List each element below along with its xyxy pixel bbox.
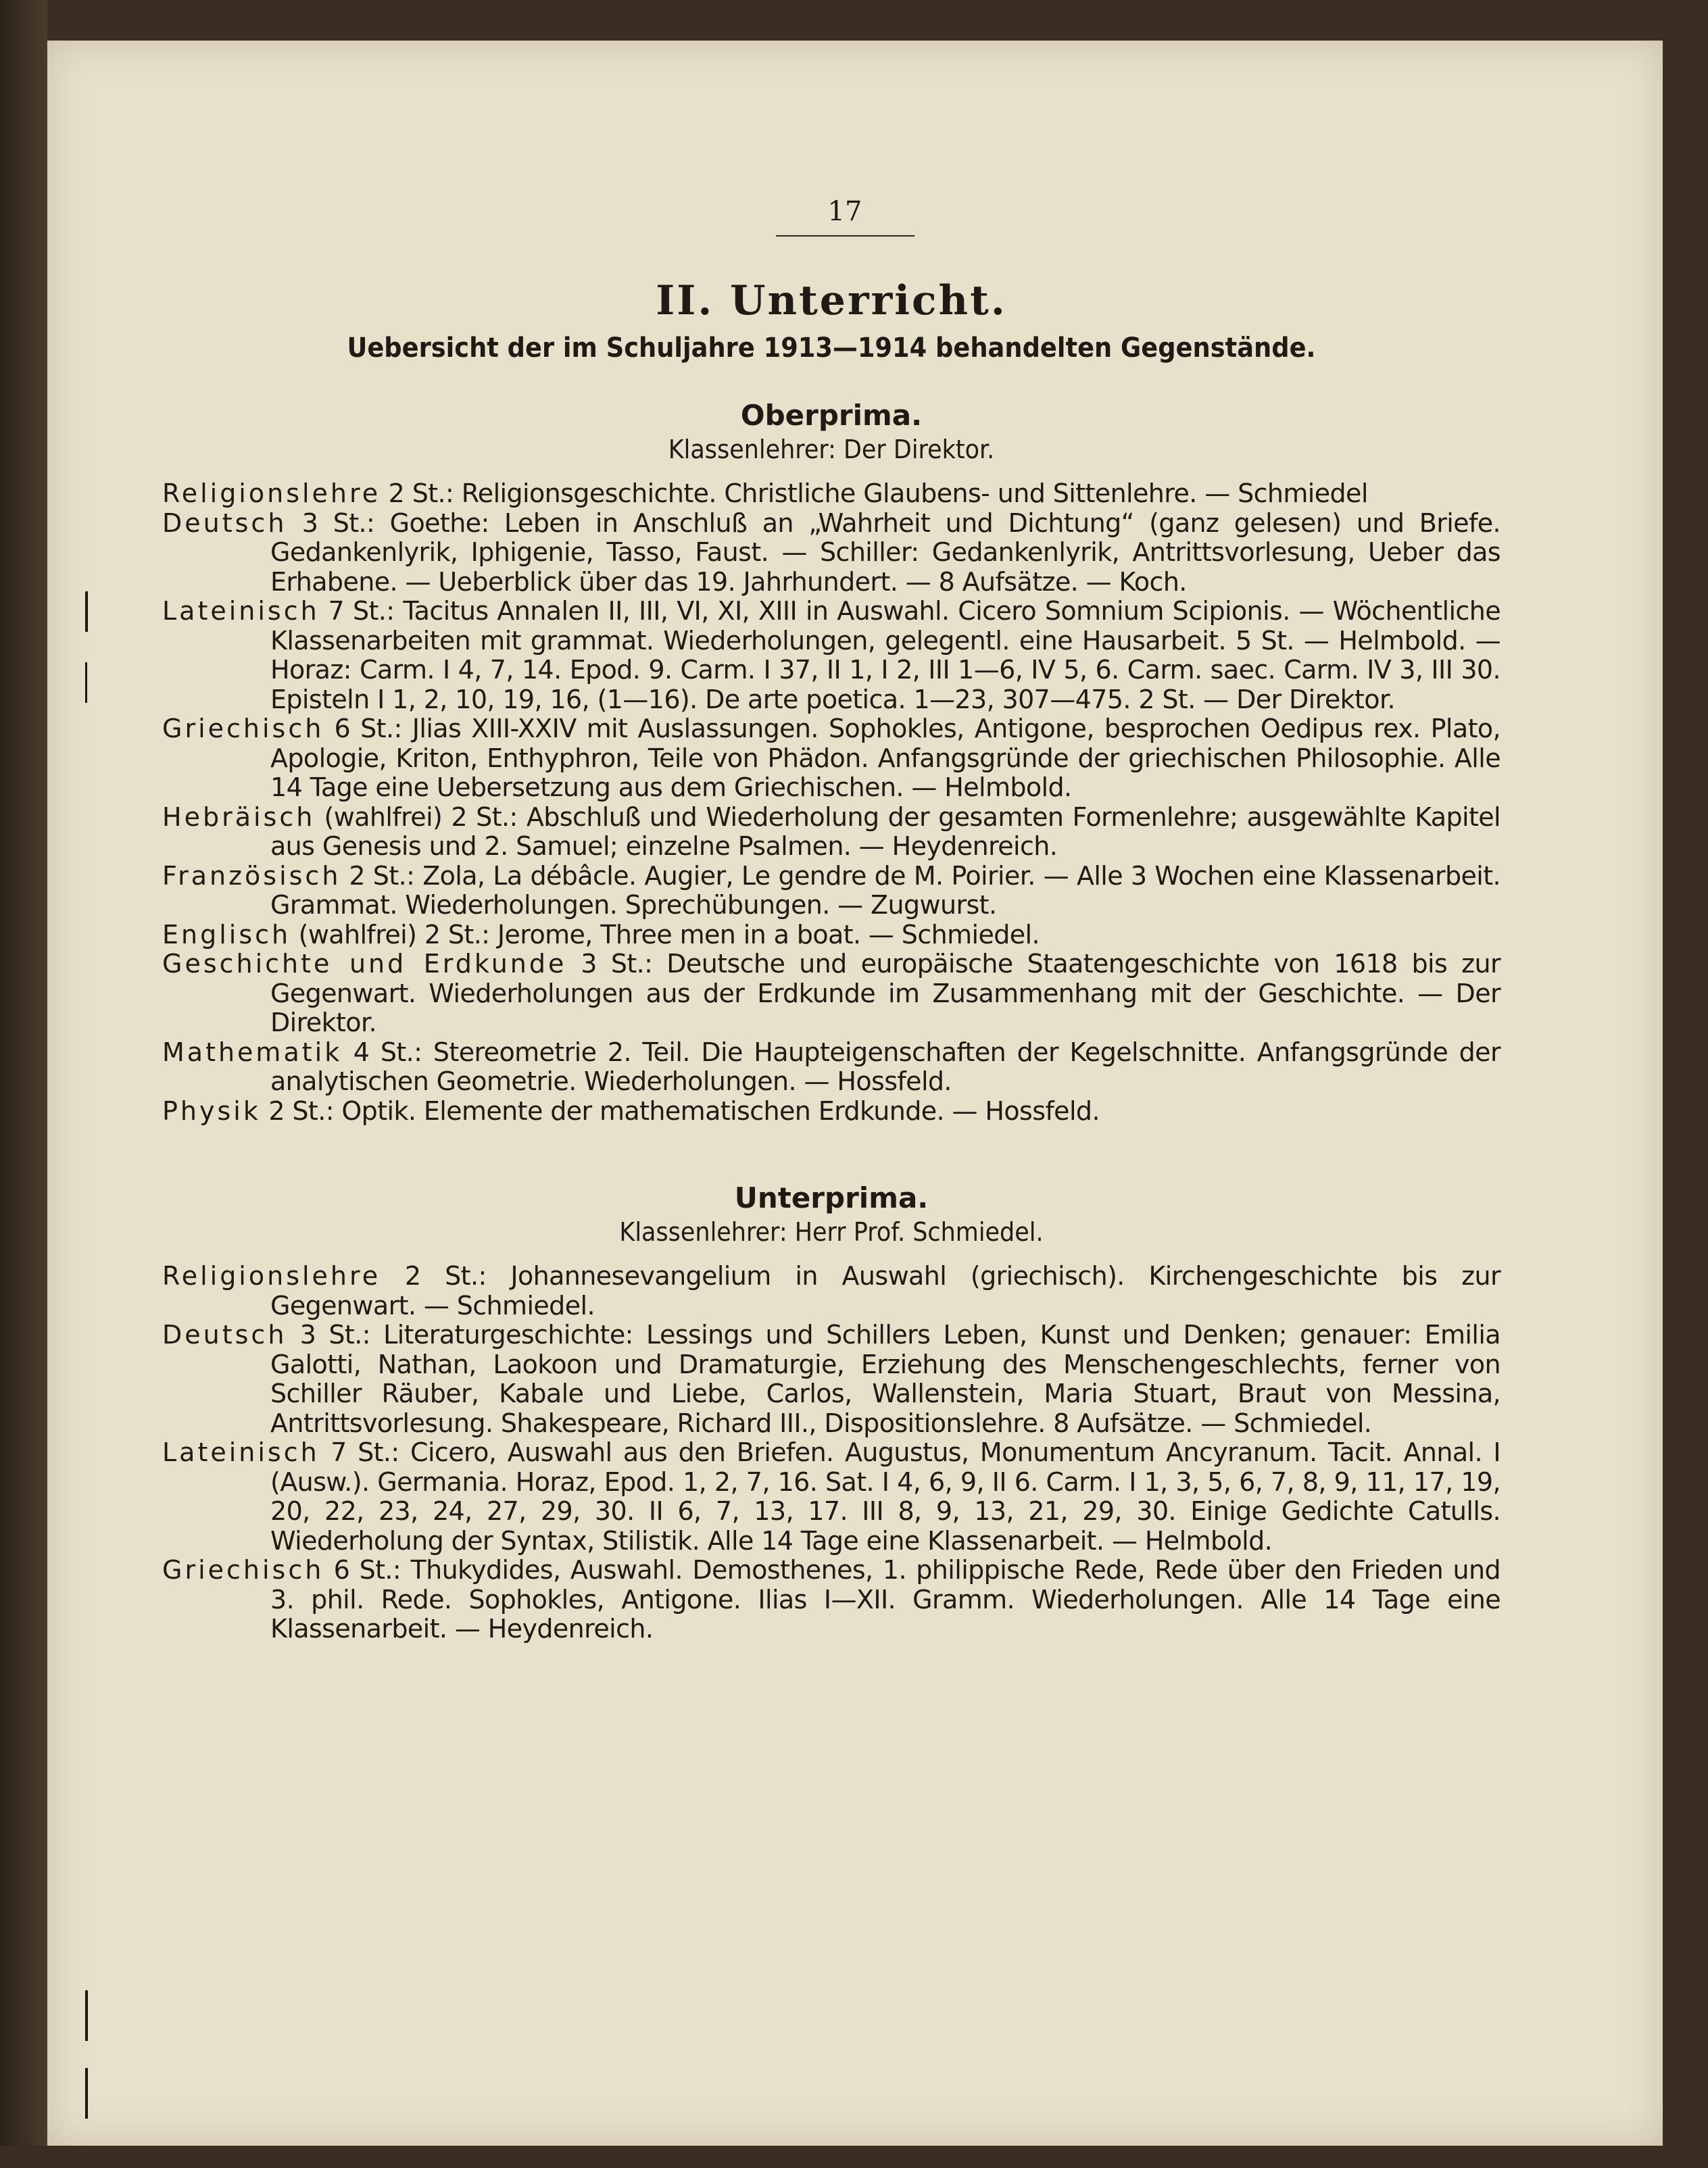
page-number-rule — [776, 235, 914, 237]
subject-entry — [162, 803, 1500, 862]
subject-name: Englisch — [162, 919, 291, 950]
class-title-oberprima: Oberprima. — [740, 399, 923, 432]
subject-name: Mathematik — [162, 1037, 343, 1067]
section-gap — [162, 1126, 1500, 1146]
subject-text: 2 St.: Johannesevangelium in Auswahl (griechisch). Kirchengeschichte bis zur Gegenwart. — Schmiedel. — [270, 1261, 1500, 1321]
subject-entry — [162, 714, 1500, 803]
subject-name: Lateinisch — [162, 1437, 320, 1467]
subject-text: 3 St.: Deutsche und europäische Staatengeschichte von 1618 bis zur Gegenwart. Wiederholungen aus der Erdkunde im Zusammenhang mit der Geschichte. — Der Direktor. — [270, 949, 1500, 1037]
subject-name: Religionslehre — [162, 1261, 381, 1291]
subject-text: (wahlfrei) 2 St.: Jerome, Three men in a boat. — Schmiedel. — [291, 919, 1040, 950]
subject-text: 3 St.: Literaturgeschichte: Lessings und Schillers Leben, Kunst und Denken; genauer: Emilia Galotti, Nathan, Laokoon und Dramaturgie, Erziehung des Menschengeschlechts, ferner von Schiller Räuber, Kabale und Liebe, Carlos, Wallenstein, Maria Stuart, Braut von Messina, Antrittsvorlesung. Shakespeare, Richard III., Dispositionslehre. 8 Aufsätze. — Schmiedel. — [270, 1320, 1500, 1438]
subject-entry — [162, 1262, 1500, 1321]
bottom-edge — [0, 2146, 1708, 2168]
subject-text: 7 St.: Cicero, Auswahl aus den Briefen. Augustus, Monumentum Ancyranum. Tacit. Annal. I (Ausw.). Germania. Horaz, Epod. 1, 2, 7, 16. Sat. I 4, 6, 9, II 6. Carm. I 1, 3, 5, 6, 7, 8, 9, 11, 17, 19, 20, 22, 23, 24, 27, 29, 30. II 6, 7, 13, 17. III 8, 9, 13, 21, 29, 30. Einige Gedichte Catulls. Wiederholung der Syntax, Stilistik. Alle 14 Tage eine Klassenarbeit. — Helmbold. — [270, 1437, 1500, 1556]
chapter-subtitle: Uebersicht der im Schuljahre 1913—1914 behandelten Gegenstände. — [347, 332, 1316, 364]
margin-mark — [85, 1990, 88, 2041]
subject-name: Französisch — [162, 860, 341, 891]
subject-name: Physik — [162, 1095, 261, 1126]
subject-entry — [162, 1321, 1500, 1438]
subject-entry — [162, 1038, 1500, 1097]
subject-name: Deutsch — [162, 508, 287, 538]
class-title-unterprima: Unterprima. — [734, 1181, 929, 1214]
subject-entry — [162, 479, 1500, 509]
subject-name: Religionslehre — [162, 478, 381, 508]
subject-entry — [162, 920, 1500, 950]
subject-text: 2 St.: Zola, La débâcle. Augier, Le gendre de M. Poirier. — Alle 3 Wochen eine Klassenarbeit. Grammat. Wiederholungen. Sprechübungen. — Zugwurst. — [270, 860, 1500, 920]
subject-text: 6 St.: Thukydides, Auswahl. Demosthenes, 1. philippische Rede, Rede über den Frieden und 3. phil. Rede. Sophokles, Antigone. Ilias I—XII. Gramm. Wiederholungen. Alle 14 Tage eine Klassenarbeit. — Heydenreich. — [270, 1555, 1500, 1644]
page-content — [162, 196, 1500, 1644]
subject-text: (wahlfrei) 2 St.: Abschluß und Wiederholung der gesamten Formenlehre; ausgewählte Kapitel aus Genesis und 2. Samuel; einzelne Psalmen. — Heydenreich. — [270, 802, 1500, 861]
right-edge — [1663, 0, 1708, 2168]
subject-text: 3 St.: Goethe: Leben in Anschluß an „Wahrheit und Dichtung“ (ganz gelesen) und Briefe. Gedankenlyrik, Iphigenie, Tasso, Faust. — Schiller: Gedankenlyrik, Antrittsvorlesung, Ueber das Erhabene. — Ueberblick über das 19. Jahrhundert. — 8 Aufsätze. — Koch. — [270, 508, 1500, 597]
subject-text: 6 St.: Jlias XIII-XXIV mit Auslassungen. Sophokles, Antigone, besprochen Oedipus rex. Plato, Apologie, Kriton, Enthyphron, Teile von Phädon. Anfangsgründe der griechischen Philosophie. Alle 14 Tage eine Uebersetzung aus dem Griechischen. — Helmbold. — [270, 714, 1500, 802]
book-spine — [0, 0, 47, 2168]
margin-mark — [85, 591, 88, 632]
subject-entry — [162, 509, 1500, 597]
subject-name: Griechisch — [162, 1555, 324, 1585]
subject-entry — [162, 950, 1500, 1038]
margin-mark — [85, 662, 87, 703]
chapter-title: II. Unterricht. — [656, 277, 1007, 324]
subject-name: Griechisch — [162, 714, 324, 743]
subject-name: Hebräisch — [162, 802, 316, 832]
subject-name: Lateinisch — [162, 596, 320, 626]
subject-text: 4 St.: Stereometrie 2. Teil. Die Haupteigenschaften der Kegelschnitte. Anfangsgründe der analytischen Geometrie. Wiederholungen. — Hossfeld. — [270, 1037, 1500, 1096]
subject-entry — [162, 597, 1500, 714]
page-number: 17 — [827, 196, 862, 227]
subject-entry — [162, 1556, 1500, 1644]
subject-list-oberprima — [162, 479, 1500, 1126]
margin-mark — [85, 2068, 88, 2119]
subject-entry — [162, 1097, 1500, 1127]
subject-entry — [162, 862, 1500, 920]
subject-text: 2 St.: Optik. Elemente der mathematischen Erdkunde. — Hossfeld. — [260, 1095, 1100, 1126]
subject-name: Deutsch — [162, 1320, 287, 1350]
subject-list-unterprima — [162, 1262, 1500, 1644]
subject-text: 7 St.: Tacitus Annalen II, III, VI, XI, XIII in Auswahl. Cicero Somnium Scipionis. — Wöchentliche Klassenarbeiten mit grammat. Wiederholungen, gelegentl. eine Hausarbeit. 5 St. — Helmbold. — Horaz: Carm. I 4, 7, 14. Epod. 9. Carm. I 37, II 1, I 2, III 1—6, IV 5, 6. Carm. saec. Carm. IV 3, III 30. Episteln I 1, 2, 10, 19, 16, (1—16). De arte poetica. 1—23, 307—475. 2 St. — Der Direktor. — [270, 596, 1500, 714]
subject-text: 2 St.: Religionsgeschichte. Christliche Glaubens- und Sittenlehre. — Schmiedel — [381, 478, 1368, 508]
class-teacher-unterprima: Klassenlehrer: Herr Prof. Schmiedel. — [619, 1217, 1044, 1247]
subject-entry — [162, 1438, 1500, 1556]
class-teacher-oberprima: Klassenlehrer: Der Direktor. — [668, 435, 995, 464]
subject-name: Geschichte und Erdkunde — [162, 949, 567, 979]
